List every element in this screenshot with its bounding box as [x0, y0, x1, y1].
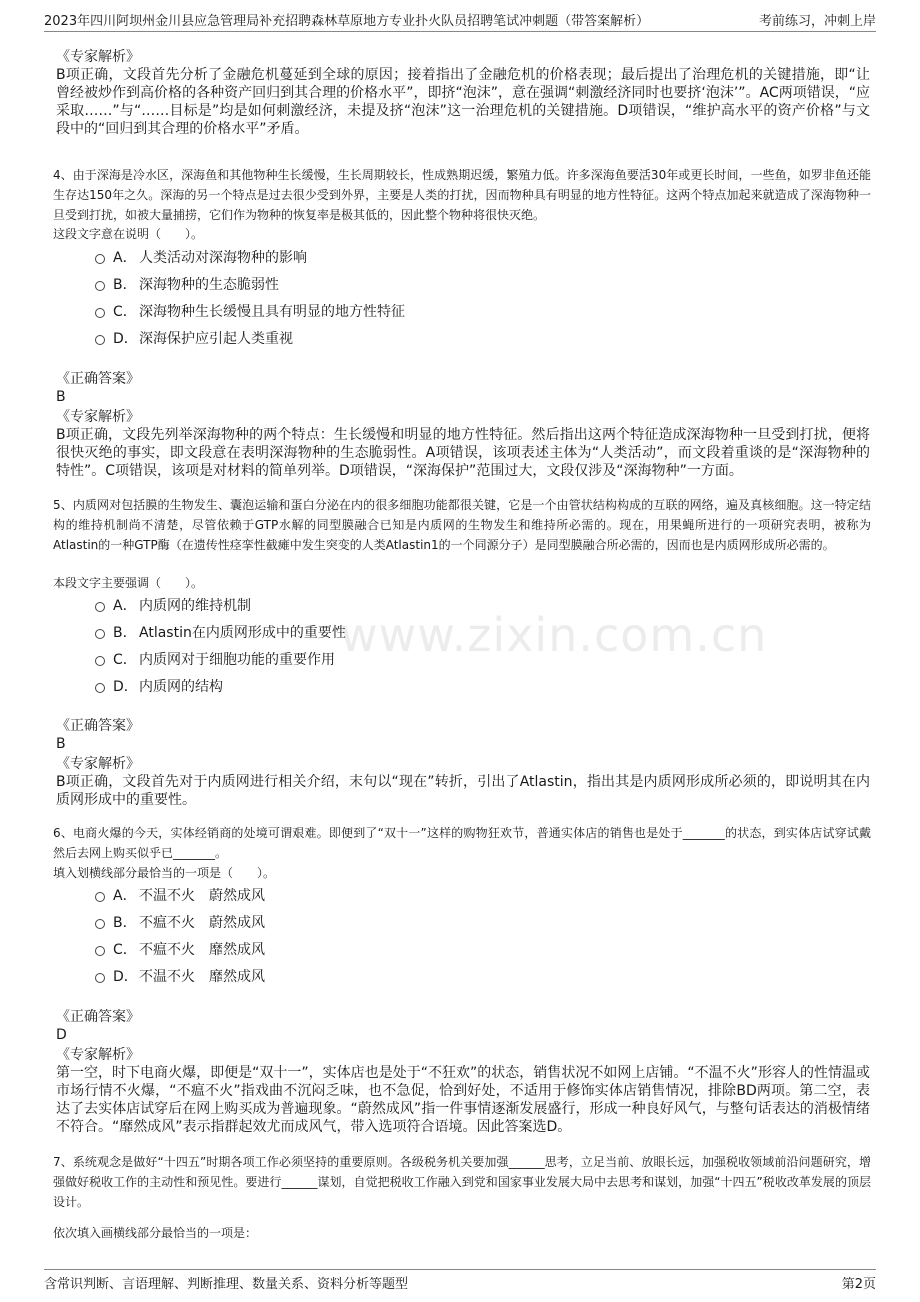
page-header: [44, 8, 876, 30]
radio-icon[interactable]: [95, 281, 105, 291]
option-label: D．: [113, 331, 138, 347]
radio-icon[interactable]: [95, 973, 105, 983]
option-label: B．: [113, 277, 137, 293]
q6-option-a[interactable]: [95, 884, 265, 906]
q6-option-d[interactable]: [95, 965, 265, 987]
radio-icon[interactable]: [95, 656, 105, 666]
q5-option-c[interactable]: [95, 648, 335, 670]
q4-option-d[interactable]: [95, 327, 293, 349]
q7-prompt: 依次填入画横线部分最恰当的一项是：: [53, 1226, 258, 1240]
q6-option-b[interactable]: [95, 911, 265, 933]
radio-icon[interactable]: [95, 946, 105, 956]
radio-icon[interactable]: [95, 602, 105, 612]
q5-answer-label: 《正确答案》: [56, 718, 140, 734]
doc-title: 2023年四川阿坝州金川县应急管理局补充招聘森林草原地方专业扑火队员招聘笔试冲刺题（带答案解析）: [44, 13, 650, 29]
q4-answer-label: 《正确答案》: [56, 371, 140, 387]
q7-stem: 7、系统观念是做好“十四五”时期各项工作必须坚持的重要原则。各级税务机关要加强______思考，立足当前、放眼长远，加强税收领域前沿问题研究，增强做好税收工作的主动性和预见性。要进行______谋划，自觉把税收工作融入到党和国家事业发展大局中去思考和谋划，加强“十四五”税收改革发展的顶层设计。: [53, 1155, 871, 1209]
watermark: www.zixin.com.cn: [340, 608, 768, 662]
q5-option-d[interactable]: [95, 675, 223, 697]
option-label: C．: [113, 942, 137, 958]
q4-stem: 4、由于深海是冷水区，深海鱼和其他物种生长缓慢，生长周期较长，性成熟期迟缓，繁殖力低。许多深海鱼要活30年或更长时间，一些鱼，如罗非鱼还能生存达150年之久。深海的另一个特点是过去很少受到外界，主要是人类的打扰，因而物种具有明显的地方性特征。这两个特点加起来就造成了深海物种一旦受到打扰，如被大量捕捞，它们作为物种的恢复率是极其低的，因此整个物种将很快灭绝。: [53, 168, 871, 222]
q6-stem: 6、电商火爆的今天，实体经销商的处境可谓艰难。即便到了“双十一”这样的购物狂欢节，普通实体店的销售也是处于_______的状态，到实体店试穿试戴然后去网上购买似乎已_______。: [53, 826, 871, 860]
option-text: 不瘟不火 靡然成风: [139, 942, 265, 958]
option-label: A．: [113, 888, 137, 904]
option-label: D．: [113, 679, 138, 695]
option-label: B．: [113, 625, 137, 641]
radio-icon[interactable]: [95, 629, 105, 639]
page-number: 第2页: [841, 1276, 876, 1292]
q3-analysis: B项正确，文段首先分析了金融危机蔓延到全球的原因；接着指出了金融危机的价格表现；最后提出了治理危机的关键措施，即“让曾经被炒作到高价格的各种资产回归到其合理的价格水平”，即挤“泡沫”，意在强调“刺激经济同时也要挤‘泡沫’”。AC两项错误，“应采取……”与“……目标是”均是如何刺激经济，未提及挤“泡沫”这一治理危机的关键措施。D项错误，“维护高水平的资产价格”与文段中的“回归到其合理的价格水平”矛盾。: [56, 67, 870, 137]
q6-analysis: 第一空，时下电商火爆，即便是“双十一”，实体店也是处于“不狂欢”的状态，销售状况不如网上店铺。“不温不火”形容人的性情温或市场行情不火爆，“不瘟不火”指戏曲不沉闷乏味，也不急促，恰到好处，不适用于修饰实体店销售情况，排除BD两项。第二空，表达了去实体店试穿后在网上购买成为普遍现象。“蔚然成风”指一件事情逐渐发展盛行，形成一种良好风气，与整句话表达的消极情绪不符合。“靡然成风”表示指群起效尤而成风气，带入选项符合语境。因此答案选D。: [56, 1065, 870, 1135]
option-label: C．: [113, 652, 137, 668]
option-text: 深海物种生长缓慢且具有明显的地方性特征: [139, 304, 405, 320]
option-text: 深海物种的生态脆弱性: [139, 277, 279, 293]
q5-option-b[interactable]: [95, 621, 346, 643]
option-text: 人类活动对深海物种的影响: [139, 250, 307, 266]
header-divider: [44, 31, 876, 32]
q6-answer: D: [56, 1027, 67, 1043]
q3-analysis-label: 《专家解析》: [56, 49, 140, 65]
q6-prompt: 填入划横线部分最恰当的一项是（ ）。: [53, 866, 276, 880]
radio-icon[interactable]: [95, 308, 105, 318]
option-text: 不瘟不火 蔚然成风: [139, 915, 265, 931]
option-text: 内质网对于细胞功能的重要作用: [139, 652, 335, 668]
option-text: Atlastin在内质网形成中的重要性: [139, 625, 346, 641]
option-text: 内质网的维持机制: [139, 598, 251, 614]
q5-stem: 5、内质网对包括膜的生物发生、囊泡运输和蛋白分泌在内的很多细胞功能都很关键，它是一个由管状结构构成的互联的网络，遍及真核细胞。这一特定结构的维持机制尚不清楚，尽管依赖于GTP水解的同型膜融合已知是内质网的生物发生和维持所必需的。现在，用果蝇所进行的一项研究表明，被称为Atlastin的一种GTP酶（在遗传性痉挛性截瘫中发生突变的人类Atlastin1的一个同源分子）是同型膜融合所必需的，因而也是内质网形成所必需的。: [53, 498, 871, 552]
page-footer: [44, 1271, 876, 1293]
radio-icon[interactable]: [95, 683, 105, 693]
q4-analysis: B项正确，文段先列举深海物种的两个特点：生长缓慢和明显的地方性特征。然后指出这两个特征造成深海物种一旦受到打扰，便将很快灭绝的事实，即文段意在表明深海物种的生态脆弱性。A项错误，该项表述主体为“人类活动”，而文段着重谈的是“深海物种的特性”。C项错误，该项是对材料的简单列举。D项错误，“深海保护”范围过大，文段仅涉及“深海物种”一方面。: [56, 427, 870, 479]
q5-analysis-label: 《专家解析》: [56, 756, 140, 772]
q5-prompt: 本段文字主要强调（ ）。: [53, 576, 204, 590]
q4-option-b[interactable]: [95, 273, 279, 295]
header-slogan: 考前练习，冲刺上岸: [758, 13, 876, 29]
footer-divider: [44, 1269, 876, 1270]
q6-answer-label: 《正确答案》: [56, 1009, 140, 1025]
radio-icon[interactable]: [95, 335, 105, 345]
option-label: A．: [113, 598, 137, 614]
option-text: 不温不火 靡然成风: [139, 969, 265, 985]
q6-option-c[interactable]: [95, 938, 265, 960]
option-text: 深海保护应引起人类重视: [139, 331, 293, 347]
q4-prompt: 这段文字意在说明（ ）。: [53, 227, 204, 241]
radio-icon[interactable]: [95, 919, 105, 929]
q5-answer: B: [56, 736, 66, 752]
option-label: D．: [113, 969, 138, 985]
q6-analysis-label: 《专家解析》: [56, 1047, 140, 1063]
option-text: 内质网的结构: [139, 679, 223, 695]
option-text: 不温不火 蔚然成风: [139, 888, 265, 904]
radio-icon[interactable]: [95, 254, 105, 264]
q4-option-a[interactable]: [95, 246, 307, 268]
option-label: C．: [113, 304, 137, 320]
q4-answer: B: [56, 389, 66, 405]
footer-topics: 含常识判断、言语理解、判断推理、数量关系、资料分析等题型: [44, 1276, 409, 1292]
option-label: A．: [113, 250, 137, 266]
q4-option-c[interactable]: [95, 300, 405, 322]
q4-analysis-label: 《专家解析》: [56, 409, 140, 425]
option-label: B．: [113, 915, 137, 931]
radio-icon[interactable]: [95, 892, 105, 902]
q5-analysis: B项正确，文段首先对于内质网进行相关介绍，末句以“现在”转折，引出了Atlastin，指出其是内质网形成所必须的，即说明其在内质网形成中的重要性。: [56, 774, 870, 808]
q5-option-a[interactable]: [95, 594, 251, 616]
